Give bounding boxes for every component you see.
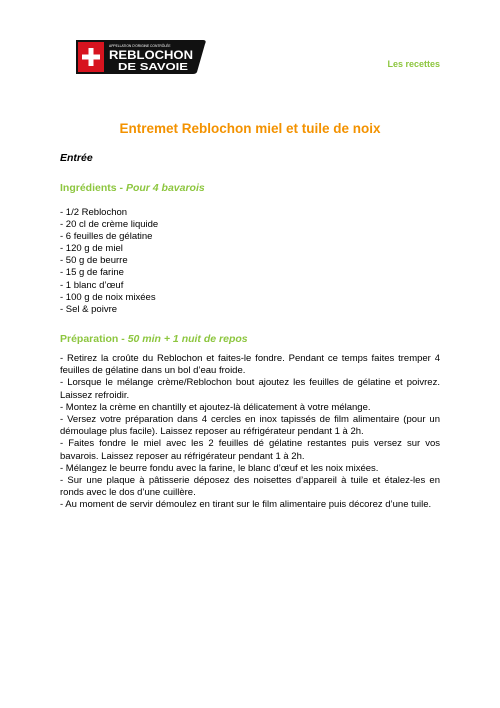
preparation-step: - Mélangez le beurre fondu avec la farine, le blanc d’œuf et les noix mixées. (60, 462, 379, 474)
ingredient-item: - 1 blanc d’œuf (60, 279, 124, 291)
servings-note: Pour 4 bavarois (125, 182, 205, 194)
preparation-heading: Préparation - 50 min + 1 nuit de repos (60, 333, 248, 345)
logo-tagline: APPELLATION D'ORIGINE CONTRÔLÉE (109, 44, 171, 48)
preparation-steps (60, 353, 440, 512)
ingredient-item: - 20 cl de crème liquide (60, 219, 159, 231)
logo-line-2: DE SAVOIE (118, 62, 189, 73)
ingredient-item: - 50 g de beurre (60, 255, 128, 267)
section-label: Les recettes (387, 59, 440, 69)
ingredient-item: - 120 g de miel (60, 243, 123, 255)
preparation-heading-label: Préparation (60, 333, 119, 345)
preparation-time-note: 50 min + 1 nuit de repos (127, 333, 248, 345)
course-label: Entrée (60, 152, 93, 164)
preparation-step: - Versez votre préparation dans 4 cercles en inox tapissés de film alimentaire (pour un démoulage plus facile). Laissez reposer au réfrigérateur pendant 1 à 2h. (60, 414, 440, 438)
recipe-title: Entremet Reblochon miel et tuile de noix (119, 121, 381, 136)
ingredients-heading-label: Ingrédients (60, 182, 117, 194)
preparation-step: - Sur une plaque à pâtisserie déposez des noisettes d’appareil à tuile et étalez-les en ronds avec le dos d’une cuillère. (60, 475, 440, 499)
logo-line-1: REBLOCHON (109, 50, 193, 62)
ingredients-list (60, 207, 158, 316)
preparation-step: - Retirez la croûte du Reblochon et faites-le fondre. Pendant ce temps faites tremper 4 feuilles de gélatine dans un bol d’eau froide. (60, 353, 440, 377)
preparation-step: - Au moment de servir démoulez en tirant sur le film alimentaire puis décorez d’une tuile. (60, 499, 432, 511)
ingredient-item: - 15 g de farine (60, 267, 124, 279)
ingredients-heading: Ingrédients - Pour 4 bavarois (60, 182, 205, 194)
ingredient-item: - 6 feuilles de gélatine (60, 231, 153, 243)
logo-cross-horizontal (82, 55, 100, 60)
preparation-step: - Montez la crème en chantilly et ajoutez-là délicatement à votre mélange. (60, 401, 371, 413)
ingredient-item: - Sel & poivre (60, 303, 118, 315)
ingredient-item: - 100 g de noix mixées (60, 291, 156, 303)
preparation-step: - Lorsque le mélange crème/Reblochon bout ajoutez les feuilles de gélatine et poivrez. Laissez refroidir. (60, 377, 440, 401)
reblochon-logo (76, 38, 207, 76)
ingredient-item: - 1/2 Reblochon (60, 207, 128, 218)
preparation-step: - Faites fondre le miel avec les 2 feuilles dé gélatine restantes puis versez sur vos bavarois. Laissez reposer au réfrigérateur pendant 1 à 2h. (60, 438, 440, 462)
